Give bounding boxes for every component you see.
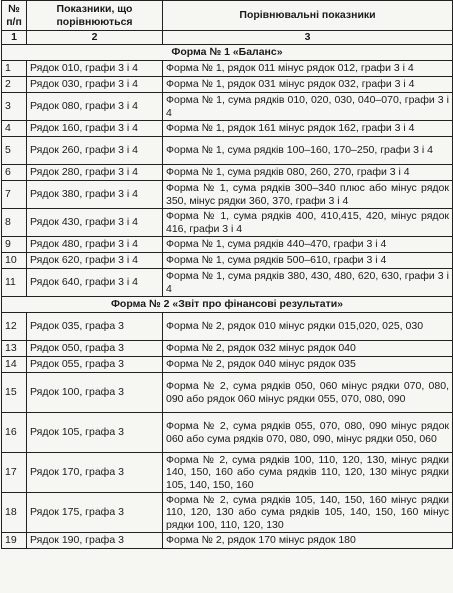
row-indicator: Рядок 480, графи 3 і 4 — [27, 237, 163, 253]
row-number: 4 — [2, 121, 27, 137]
section-title-row — [2, 45, 453, 61]
row-number: 12 — [2, 313, 27, 341]
row-compare: Форма № 1, сума рядків 380, 430, 480, 620, 630, графи 3 і 4 — [163, 269, 453, 297]
row-indicator: Рядок 055, графа 3 — [27, 357, 163, 373]
row-compare: Форма № 2, рядок 010 мінус рядки 015,020, 025, 030 — [163, 313, 453, 341]
index-cell-2: 2 — [27, 31, 163, 45]
row-compare: Форма № 1, рядок 031 мінус рядок 032, графи 3 і 4 — [163, 77, 453, 93]
row-indicator: Рядок 035, графа 3 — [27, 313, 163, 341]
row-indicator: Рядок 190, графа 3 — [27, 533, 163, 549]
header-row — [2, 1, 453, 31]
table-row — [2, 493, 453, 533]
row-compare: Форма № 2, рядок 170 мінус рядок 180 — [163, 533, 453, 549]
table-row — [2, 453, 453, 493]
table-body — [2, 31, 453, 549]
section-title: Форма № 1 «Баланс» — [2, 45, 453, 61]
row-number: 13 — [2, 341, 27, 357]
table-row — [2, 237, 453, 253]
table-row — [2, 253, 453, 269]
row-indicator: Рядок 030, графи 3 і 4 — [27, 77, 163, 93]
table-row — [2, 269, 453, 297]
row-compare: Форма № 2, сума рядків 050, 060 мінус рядки 070, 080, 090 або рядок 060 мінус рядки 055, 070, 080, 090 — [163, 373, 453, 413]
row-indicator: Рядок 640, графи 3 і 4 — [27, 269, 163, 297]
row-compare: Форма № 1, сума рядків 440–470, графи 3 і 4 — [163, 237, 453, 253]
row-number: 7 — [2, 181, 27, 209]
row-number: 16 — [2, 413, 27, 453]
row-indicator: Рядок 050, графа 3 — [27, 341, 163, 357]
row-indicator: Рядок 620, графи 3 і 4 — [27, 253, 163, 269]
row-number: 18 — [2, 493, 27, 533]
row-compare: Форма № 1, сума рядків 500–610, графи 3 і 4 — [163, 253, 453, 269]
row-number: 1 — [2, 61, 27, 77]
table-row — [2, 165, 453, 181]
row-number: 17 — [2, 453, 27, 493]
header-indicator: Показники, що порівнюються — [27, 1, 163, 31]
index-row — [2, 31, 453, 45]
row-compare: Форма № 1, сума рядків 400, 410,415, 420, мінус рядок 416, графи 3 і 4 — [163, 209, 453, 237]
row-number: 8 — [2, 209, 27, 237]
row-indicator: Рядок 160, графи 3 і 4 — [27, 121, 163, 137]
row-indicator: Рядок 010, графи 3 і 4 — [27, 61, 163, 77]
row-number: 5 — [2, 137, 27, 165]
header-compare: Порівнювальні показники — [163, 1, 453, 31]
table-row — [2, 209, 453, 237]
table-row — [2, 121, 453, 137]
row-indicator: Рядок 430, графи 3 і 4 — [27, 209, 163, 237]
row-indicator: Рядок 170, графа 3 — [27, 453, 163, 493]
row-compare: Форма № 1, сума рядків 010, 020, 030, 040–070, графи 3 і 4 — [163, 93, 453, 121]
table-row — [2, 77, 453, 93]
row-number: 2 — [2, 77, 27, 93]
row-indicator: Рядок 380, графи 3 і 4 — [27, 181, 163, 209]
row-number: 19 — [2, 533, 27, 549]
row-number: 6 — [2, 165, 27, 181]
row-number: 11 — [2, 269, 27, 297]
row-indicator: Рядок 100, графа 3 — [27, 373, 163, 413]
table-row — [2, 341, 453, 357]
header-number: № п/п — [2, 1, 27, 31]
row-compare: Форма № 1, рядок 161 мінус рядок 162, графи 3 і 4 — [163, 121, 453, 137]
table-row — [2, 137, 453, 165]
comparison-table — [1, 0, 453, 549]
table-row — [2, 357, 453, 373]
row-number: 10 — [2, 253, 27, 269]
table-row — [2, 533, 453, 549]
row-indicator: Рядок 175, графа 3 — [27, 493, 163, 533]
row-compare: Форма № 2, сума рядків 055, 070, 080, 090 мінус рядок 060 або сума рядків 070, 080, 090, мінус рядки 050, 060 — [163, 413, 453, 453]
row-number: 9 — [2, 237, 27, 253]
row-compare: Форма № 1, сума рядків 080, 260, 270, графи 3 і 4 — [163, 165, 453, 181]
row-compare: Форма № 1, рядок 011 мінус рядок 012, графи 3 і 4 — [163, 61, 453, 77]
section-title-row — [2, 297, 453, 313]
row-number: 15 — [2, 373, 27, 413]
index-cell-1: 1 — [2, 31, 27, 45]
table-row — [2, 413, 453, 453]
table-row — [2, 93, 453, 121]
row-compare: Форма № 1, сума рядків 100–160, 170–250, графи 3 і 4 — [163, 137, 453, 165]
row-number: 3 — [2, 93, 27, 121]
row-number: 14 — [2, 357, 27, 373]
row-compare: Форма № 1, сума рядків 300–340 плюс або мінус рядок 350, мінус рядки 360, 370, графи 3 і 4 — [163, 181, 453, 209]
row-compare: Форма № 2, сума рядків 105, 140, 150, 160 мінус рядки 110, 120, 130 або сума рядків 105, 140, 150, 160 мінус рядки 100, 110, 120, 130 — [163, 493, 453, 533]
table-row — [2, 313, 453, 341]
table-row — [2, 181, 453, 209]
row-compare: Форма № 2, сума рядків 100, 110, 120, 130, мінус рядки 140, 150, 160 або сума рядків 110, 120, 130 мінус рядки 105, 140, 150, 160 — [163, 453, 453, 493]
section-title: Форма № 2 «Звіт про фінансові результати» — [2, 297, 453, 313]
row-indicator: Рядок 260, графи 3 і 4 — [27, 137, 163, 165]
index-cell-3: 3 — [163, 31, 453, 45]
table-row — [2, 373, 453, 413]
row-indicator: Рядок 280, графи 3 і 4 — [27, 165, 163, 181]
row-compare: Форма № 2, рядок 032 мінус рядок 040 — [163, 341, 453, 357]
row-indicator: Рядок 080, графи 3 і 4 — [27, 93, 163, 121]
row-indicator: Рядок 105, графа 3 — [27, 413, 163, 453]
table-row — [2, 61, 453, 77]
row-compare: Форма № 2, рядок 040 мінус рядок 035 — [163, 357, 453, 373]
